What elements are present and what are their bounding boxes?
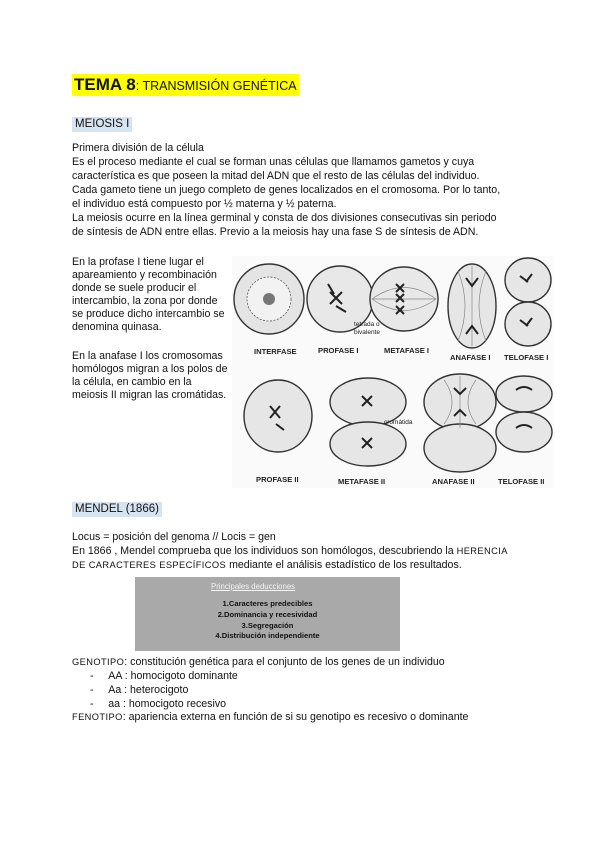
side-text-anafase: En la anafase I los cromosomas homólogos migran a los polos de la célula, en cambio en la meiosis II migran las cromátidas. bbox=[72, 350, 228, 402]
table-item: 3.Segregación bbox=[241, 620, 294, 630]
genotipo-text: : constitución genética para el conjunto de los genes de un individuo bbox=[124, 656, 445, 668]
anafase1-cell bbox=[448, 264, 496, 348]
meiosis-line: de síntesis de ADN entre ellas. Previo a la meiosis hay una fase S de síntesis de ADN. bbox=[72, 226, 479, 238]
label-profase2: PROFASE II bbox=[256, 475, 299, 484]
list-item: - aa : homocigoto recesivo bbox=[90, 698, 227, 710]
table-items bbox=[135, 599, 400, 642]
fenotipo-label: FENOTIPO bbox=[72, 712, 123, 722]
label-telofase2: TELOFASE II bbox=[498, 477, 545, 486]
caracteres-term: DE CARACTERES ESPECÍFICOS bbox=[72, 560, 227, 570]
metafase1-cell bbox=[370, 267, 438, 331]
bullet-text: AA : homocigoto dominante bbox=[108, 670, 238, 682]
fenotipo-text: : apariencia externa en función de si su genotipo es recesivo o dominante bbox=[122, 711, 469, 723]
label-metafase2: METAFASE II bbox=[338, 477, 386, 486]
label-telofase1: TELOFASE I bbox=[504, 353, 549, 362]
meiosis-line: Cada gameto tiene un juego completo de genes localizados en el cromosoma. Por lo tanto, bbox=[72, 184, 501, 196]
mendel-line-1-text: En 1866 , Mendel comprueba que los individuos son homólogos, descubriendo la bbox=[72, 545, 454, 557]
table-item: 2.Dominancia y recesividad bbox=[217, 609, 318, 619]
list-item: - AA : homocigoto dominante bbox=[90, 670, 238, 682]
table-item: 1.Caracteres predecibles bbox=[222, 599, 313, 608]
table-item: 4.Distribución independiente bbox=[215, 631, 320, 641]
meiosis-line: La meiosis ocurre en la línea germinal y consta de dos divisiones consecutivas sin periodo bbox=[72, 212, 497, 224]
deductions-table bbox=[135, 577, 400, 651]
mendel-heading: MENDEL (1866) bbox=[72, 502, 162, 517]
bullet-text: aa : homocigoto recesivo bbox=[108, 698, 227, 710]
meiosis-line: Es el proceso mediante el cual se forman unas células que llamamos gametos y cuya bbox=[72, 156, 475, 168]
locus-line: Locus = posición del genoma // Locis = gen bbox=[72, 531, 276, 543]
label-metafase1: METAFASE I bbox=[384, 346, 430, 355]
list-item: - Aa : heterocigoto bbox=[90, 684, 189, 696]
title-main: TEMA 8 bbox=[74, 75, 136, 94]
label-anafase1: ANAFASE I bbox=[450, 353, 491, 362]
label-tetrada: tetrada o bbox=[354, 321, 380, 328]
page-title bbox=[72, 74, 299, 96]
profase2-cell bbox=[244, 380, 312, 452]
bullet-text: Aa : heterocigoto bbox=[108, 684, 189, 696]
table-header: Principales deducciones bbox=[211, 582, 296, 591]
mendel-line-2 bbox=[72, 559, 462, 572]
mendel-line-1 bbox=[72, 545, 508, 558]
label-interfase: INTERFASE bbox=[254, 347, 297, 356]
side-text-profase: En la profase I tiene lugar el apareamiento y recombinación donde se suele producir el intercambio, la zona por donde se produce dicho intercambio se denomina quinasa. bbox=[72, 256, 225, 334]
herencia-term: HERENCIA bbox=[456, 546, 508, 556]
mendel-line-2-text: mediante el análisis estadístico de los resultados. bbox=[226, 559, 462, 571]
meiosis-heading: MEIOSIS I bbox=[72, 117, 132, 132]
label-profase1: PROFASE I bbox=[318, 346, 359, 355]
meiosis-illustration bbox=[232, 256, 554, 488]
interfase-cell bbox=[234, 264, 304, 334]
fenotipo-line bbox=[72, 711, 468, 724]
label-bivalente: bivalente bbox=[354, 329, 381, 336]
genotipo-label: GENOTIPO bbox=[72, 657, 125, 667]
meiosis-line: característica es que poseen la mitad del ADN que el resto de las células del individuo. bbox=[72, 170, 480, 182]
genotipo-line bbox=[72, 656, 445, 669]
label-anafase2: ANAFASE II bbox=[432, 477, 475, 486]
title-sub: : TRANSMISIÓN GENÉTICA bbox=[135, 79, 297, 93]
meiosis-line: Primera división de la célula bbox=[72, 142, 204, 154]
meiosis-line: el individuo está compuesto por ½ materna y ½ paterna. bbox=[72, 198, 337, 210]
label-cromatida: cromátida bbox=[384, 419, 413, 426]
